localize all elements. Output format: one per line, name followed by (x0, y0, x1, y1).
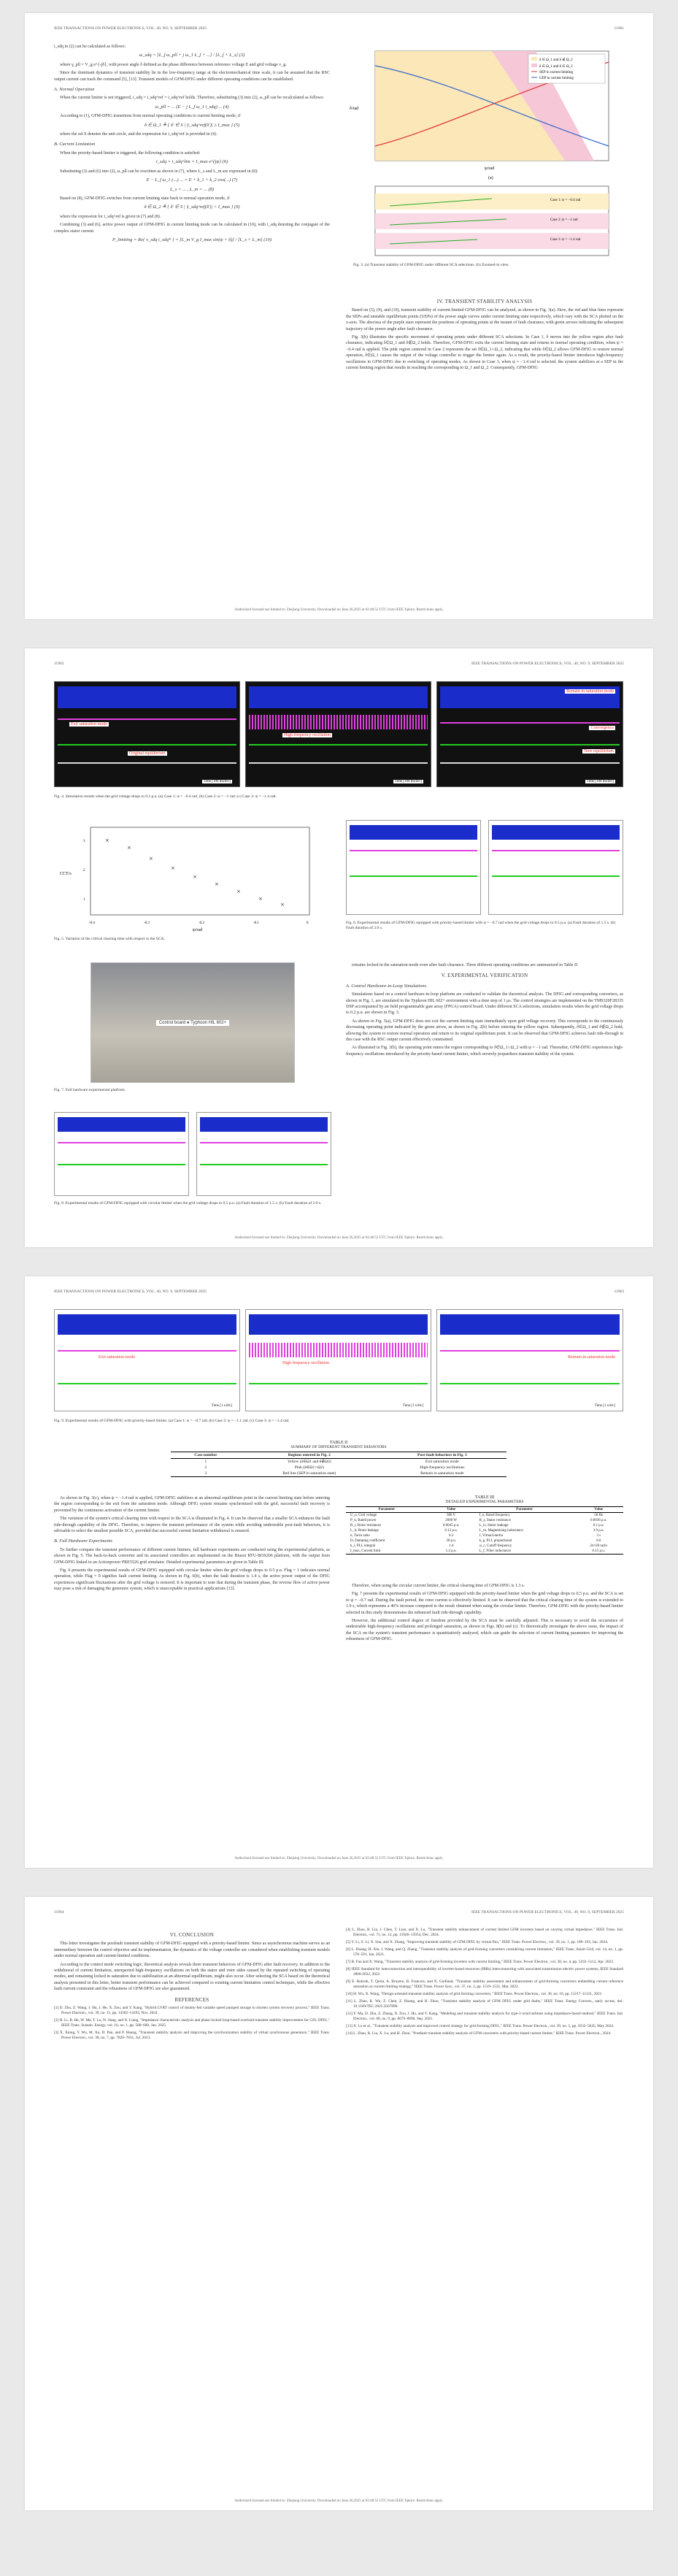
scatter-point: × (105, 837, 109, 843)
trace-green (58, 744, 236, 745)
scope-panel-a (54, 1309, 240, 1411)
column-header: Post-fault behaviors in Fig. 3 (417, 1453, 467, 1457)
annotation: High frequency oscillation (282, 1361, 329, 1365)
case-label: Case 2: ψ = −1 rad (550, 218, 578, 222)
scope-panel-b (488, 820, 623, 915)
section-heading: VI. CONCLUSION (169, 1932, 215, 1938)
column-header: Value (447, 1508, 456, 1511)
x-tick: -0.4 (89, 921, 95, 925)
journal-header: IEEE TRANSACTIONS ON POWER ELECTRONICS, VOL. 40, NO. 9, SEPTEMBER 2025 (471, 662, 624, 666)
figure-8 (54, 1112, 331, 1222)
right-column (346, 1928, 623, 2039)
scatter-point: × (258, 896, 263, 902)
legend-swatch (531, 64, 537, 67)
page-number: 11964 (54, 1910, 64, 1914)
journal-header: IEEE TRANSACTIONS ON POWER ELECTRONICS, VOL. 40, NO. 9, SEPTEMBER 2025 (471, 1910, 624, 1914)
figure-caption: Fig. 5. Variation of the critical clearing time with respect to the SCA. (54, 937, 165, 941)
trace-green (440, 744, 620, 745)
time-scale: Time [1 s/div] (402, 1404, 423, 1408)
running-header (54, 1910, 624, 1914)
trace-magenta (58, 718, 236, 720)
table-2 (171, 1441, 506, 1477)
left-column (54, 1928, 330, 2043)
table-cell: 2 (204, 1465, 207, 1470)
scatter-point: × (171, 865, 175, 871)
table-row (346, 1544, 623, 1549)
y-axis-label: δ/rad (350, 107, 359, 111)
table-cell: 0.0045 p.u. (442, 1524, 460, 1527)
page-1 (25, 13, 653, 619)
legend-entry: SEP in current limiting (539, 71, 574, 74)
right-column (346, 962, 623, 1059)
time-scale: Time [1 s/div] (211, 1404, 232, 1408)
scatter-point: × (193, 874, 197, 880)
reference-item: [13] X. Lu et al., "Transient stability analysis and improved control strategy for grid-forming DFIG," IEEE Trans. Power Electron., vol. 39, no. 5, pp. 5632–5645, May 2024. (346, 2024, 615, 2028)
right-column (346, 1583, 623, 1645)
paragraph: Fig. 7 presents the experimental results of GFM-DFIG equipped with the priority-based limiter when the grid voltage drops to 0.5 p.u. and the SCA is set to ψ = −0.7 rad. During the fault period, the rotor current is effectively limited. It can be observed that the critical clearing time of the system is extended to 1.9 s, which represents a 46% increase compared to the result obtained when using the circular limiter. Therefore, GFM-DFIG with the priority-based limiter selected in this study demonstrates the enhanced fault ride-through capability. (346, 1592, 623, 1615)
table-cell: R_r, Rotor resistance (350, 1524, 382, 1527)
running-header (54, 26, 624, 31)
table-cell: 380 V (446, 1514, 456, 1517)
column-header: Regions entered in Fig. 2 (288, 1453, 331, 1457)
scatter-point: × (127, 845, 131, 851)
trace-magenta (440, 722, 620, 724)
column-header: Value (594, 1508, 604, 1511)
trace-green (440, 1383, 620, 1384)
reference-item: [7] B. Fan and X. Wang, "Transient stability analysis of grid-forming inverters with current limiting," IEEE Trans. Power Electron., vol. 38, no. 4, pp. 5102–5112, Apr. 2023. (346, 1960, 615, 1964)
scope-panel-c (436, 681, 623, 787)
reference-item: [10] H. Wu, X. Wang, "Design-oriented transient stability analysis of grid-forming converters," IEEE Trans. Power Electron., vol. 36, no. 10, pp. 11217–11231, 2021. (346, 1992, 603, 1996)
table-cell: L_ls, Stator leakage (479, 1524, 509, 1527)
page-3 (25, 1276, 653, 1868)
scope-panel-c (436, 1309, 623, 1411)
figure-3-plot (346, 44, 623, 263)
table-cell: 1 (204, 1460, 207, 1464)
table-cell: D, Damping coefficient (350, 1539, 385, 1543)
equation-5: δ ∈ Ω_1 ≜ { δ' ∈ S | |i_sdq^ref(δ')| ≥ I_max } (5) (144, 122, 240, 128)
annotation: Exit saturation mode (99, 1355, 135, 1360)
table-cell: 0.6 (596, 1539, 601, 1543)
trace-green (58, 1383, 236, 1384)
annotation: High frequency oscillation (284, 733, 331, 737)
table-cell: Pink (δ∈Ω1∩Ω2) (294, 1465, 324, 1470)
table-cell: n, Turns ratio (350, 1534, 370, 1538)
trace-blue (492, 825, 620, 840)
column-header: Case number (194, 1453, 217, 1457)
paragraph: Based on (5), (9), and (10), transient stability of current-limited GFM-DFIG can be analyzed, as shown in Fig. 3(a). Here, the red and blue lines represent the SEPs and unstable equilibrium points (UEPs) of the power angle curves under current limiting state respectively, which vary with the SCA plotted on the x-axis. The abscissa of the purple stars represent the positions of operating points at the instant of fault clearance, with green arrows indicating the subsequent trajectory of the power angle after fault clearance. (346, 308, 623, 331)
running-header (54, 662, 624, 666)
table-cell: L_m, Magnetizing inductance (479, 1529, 523, 1533)
time-scale: Time [100 ms/div] (586, 780, 614, 783)
x-tick: 0 (307, 921, 309, 925)
paragraph: Based on (8), GFM-DFIG switches from current limiting state back to normal operation mode, if (60, 196, 230, 201)
paragraph: To further compare the transient performance of different current limiters, full hardware experiments are conducted using the experimental platform, as shown in Fig. 5. The back-to-back converter and its associated controllers are implemented on the Biaozi RTU-BOS206 platform, with the output from GFM-DFIG linked to an Actionpower PRE5526 grid simulator. Detailed experimental parameters are given in Table III. (54, 1547, 330, 1565)
page-number: 11961 (614, 26, 624, 31)
trace-magenta (58, 1142, 185, 1143)
x-axis-label: ψ/rad (485, 166, 495, 171)
scatter-point: × (236, 889, 241, 894)
paragraph: When the current limiter is not triggered, i_sdq = i_sdq^ref = i_sdq^ref holds. Therefore, substituting (3) into (2), ω_pll can be recalculated as follows: (60, 96, 324, 101)
table-subtitle: SUMMARY OF DIFFERENT TRANSIENT BEHAVIORS (290, 1445, 387, 1449)
trace-white (249, 762, 428, 764)
table-cell: 1.2 p.u. (445, 1549, 457, 1553)
legend-swatch (531, 57, 537, 61)
scatter-point: × (215, 881, 219, 887)
y-tick: 1 (83, 898, 85, 902)
paragraph: Therefore, when using the circular current limiter, the critical clearing time of GFM-DFIG is 1.3 s. (352, 1584, 525, 1588)
table-row (346, 1523, 623, 1528)
annotation: Exit saturation mode (71, 722, 107, 727)
table-cell: 2π×20 rad/s (590, 1544, 608, 1548)
equation-6: i_sdq = i_sdq^lim = I_max e^{jψ} (6) (155, 159, 228, 165)
reference-item: [4] L. Zhao, R. Liu, J. Chen, T. Liao, and X. Lu, "Transient stability enhancement of current limited GFM inverters based on varying virtual impedance," IEEE Trans. Ind. Electron., vol. 71, no. 12, pp. 15946–15954, Dec. 2024. (346, 1928, 623, 1937)
table-cell: Remain in saturation mode (420, 1471, 464, 1476)
figure-caption: Fig. 9. Experimental results of GFM-DFIG with priority-based limiter. (a) Case 1: ψ = −0.7 rad. (b) Case 2: ψ = −1.1 rad. (c) Case 3: ψ = −1.4 rad. (54, 1419, 290, 1423)
paragraph: where the expression for i_sdq^ref is given in (7) and (8). (60, 214, 161, 219)
footer: Authorized licensed use limited to: Zhejiang University. Downloaded on June 26,2025 at 02:48:52 UTC from IEEE Xplore. Restrictions apply. (234, 1857, 444, 1860)
paragraph: The variation of the system's critical clearing time with respect to the SCA is illustrated in Fig. 4. It can be observed that a smaller SCA enhances the fault ride-through capability of the DFIG. Therefore, to improve the transient performance of the system while avoiding undesirable post-fault behaviors, it is advisable to select the smallest possible SCA, provided that successful current limitation withdrawal is ensured. (54, 1517, 330, 1534)
table-title: TABLE II (329, 1441, 348, 1445)
annotation: Remain in saturation mode (568, 1355, 615, 1360)
paragraph: Fig. 6 presents the experimental results of GFM-DFIG equipped with circular limiter when the grid voltage drops to 0.5 p.u. Flag = 1 indicates normal operation, while Flag = 0 signifies fault current limiting. As shown in Fig. 6(b), when the fault duration is 1.4 s, the active power output of the DFIG experiences significant fluctuations after the grid voltage is restored. It is important to note that during the transient phase, the reverse flow of active power may pose a risk of damaging the generator system, which is unacceptable in practical applications [13]. (54, 1568, 330, 1592)
table-cell: 1.4 (449, 1544, 454, 1548)
x-tick: -0.3 (144, 921, 150, 925)
table-cell: L_f, Filter inductance (479, 1549, 512, 1553)
trace-blue (58, 686, 236, 708)
legend-entry: UEP in current limiting (539, 77, 574, 80)
equation-4: ω_pll = ... (E − j L_f ω_1 i_sdq) ... (4) (155, 104, 229, 110)
table-cell: R_s, Stator resistance (479, 1519, 511, 1522)
section-heading: B. Full Hardware Experiments (54, 1538, 113, 1544)
column-header: Parameter (516, 1508, 533, 1511)
trace-magenta (58, 1350, 236, 1352)
figure-caption: Fig. 6. Experimental results of GFM-DFIG equipped with priority-based limiter with ψ = −0.7 rad when the grid voltage drops to 0.5 p.u. (a) Fault duration of 1.5 s. (b) Fault duration of 2.0 s. (346, 921, 616, 930)
equation-7: E − L_f ω_1 (...) ... = E + k_1 + k_2 cos(...) (7) (146, 177, 238, 183)
journal-header: IEEE TRANSACTIONS ON POWER ELECTRONICS, VOL. 40, NO. 9, SEPTEMBER 2025 (54, 26, 207, 31)
trace-green (200, 1164, 328, 1165)
table-row (346, 1549, 623, 1555)
reference-item: [6] L. Huang, H. Xin, J. Wang, and Q. Zhang, "Transient stability analysis of grid-forming converters considering current limitation," IEEE Trans. Smart Grid, vol. 14, no. 1, pp. 578–591, Jan. 2023. (346, 1947, 623, 1957)
scope-panel-a (346, 820, 481, 915)
running-header (54, 1289, 624, 1294)
trace-blue (249, 686, 428, 708)
panel-a-label: (a) (488, 176, 493, 180)
figure-caption: Fig. 3. (a) Transient stability of GFM-DFIG under different SCA selections. (b) Zoomed-in view. (353, 263, 509, 267)
case-label: Case 3: ψ = −1.4 rad (550, 238, 581, 242)
section-heading: A. Normal Operation (54, 87, 95, 93)
table-grid (346, 1506, 623, 1555)
trace-blue (58, 1314, 236, 1335)
equation-9: δ ∈ Ω_2 ≜ { δ' ∈ S | |i_sdq^ref(δ')| < I_max } (9) (144, 204, 240, 210)
photo-label: Control board ● Typhoon HIL 602+ (156, 1020, 229, 1026)
table-row (346, 1533, 623, 1538)
y-axis-label: CCT/s (60, 872, 72, 876)
trace-green (249, 744, 428, 745)
equation-3: ω_sdq = [L_f ω_pll + j ω_1 L_f + ...] / [L_f + L_s] (3) (139, 53, 245, 58)
paragraph: According to the control mode switching logic, theoretical analysis reveals three transient behaviors of GFM-DFIG after fault recovery. In addition to the withdrawal of current limitation, unexpected high-frequency oscillations on both the stator and rotor sides caused by the repeated switching of operating modes, and remaining locked in saturation due to stabilization at an abnormal equilibrium, might also occur. After selecting the SCA based on the theoretical analysis presented in this letter, better transient performance can be achieved compared to existing current limitation control techniques, while the effective fault current constraint and the robustness of GFM-DFIG are also guaranteed. (54, 1962, 330, 1992)
reference-item: [1] D. Zhu, Z. Wang, J. Hu, J. He, X. Zou, and Y. Kang, "Hybrid LVRT control of doubly-fed variable speed pumped storage to shorten system recovery process," IEEE Trans. Power Electron., vol. 39, no. 11, pp. 14182–14193, Nov. 2024. (54, 2006, 330, 2016)
trace-magenta (350, 850, 477, 851)
table-cell: High-frequency oscillations (420, 1465, 465, 1470)
trace-white (440, 762, 620, 764)
paragraph: As shown in Fig. 3(a), GFM-DFIG does not exit the current limiting state immediately upon grid voltage recovery. This corresponds to the continuously decreasing operating point indicated by the green arrow, as shown in Fig. 2(b) before entering the yellow region. Subsequently, δ∈Ω_1 and δ∉Ω_2 hold, allowing the system to restore normal operation and return to its original equilibrium point. It can be observed that GFM-DFIG achieves fault ride-through in this case with the RSC output current effectively constrained. (346, 1019, 623, 1043)
paragraph: where the set S denotes the unit circle, and the expression for i_sdq^ref is provided in (4). (60, 132, 217, 137)
figure-5-plot (54, 820, 331, 937)
time-scale: Time [100 ms/div] (203, 780, 231, 783)
table-cell: 3.9 p.u. (593, 1529, 604, 1533)
paragraph: Substituting (3) and (6) into (2), ω_pll can be rewritten as shown in (7), where L_s and L_m are expressed in (8): (60, 169, 258, 174)
table-cell: J, Virtual inertia (479, 1534, 503, 1538)
annotation: New equilibrium (584, 749, 614, 754)
table-cell: 0.12 p.u. (444, 1529, 458, 1533)
annotation: Remain in saturation mode (566, 689, 614, 694)
reference-item: [3] X. Xiong, Y. Wu, M. Xu, D. Pan, and P. Huang, "Transient stability analysis and improving the synchronization stability of virtual synchronous generators," IEEE Trans. Power Electron., vol. 38, no. 7, pp. 7820–7831, Jul. 2023. (54, 2031, 330, 2041)
footer: Authorized licensed use limited to: Zhejiang University. Downloaded on June 26,2025 at 02:48:52 UTC from IEEE Xplore. Restrictions apply. (234, 2499, 444, 2503)
table-3 (346, 1495, 623, 1555)
table-cell: 0.0036 p.u. (590, 1519, 607, 1522)
right-column (346, 294, 623, 373)
table-row (346, 1528, 623, 1533)
figure-9 (54, 1309, 623, 1430)
reference-item: [5] Y. Li, Z. Li, X. Sun, and X. Zhang, "Improving transient stability of GFM DFIG by virtual flux," IEEE Trans. Power Electron., vol. 39, no. 1, pp. 180–193, Jan. 2024. (346, 1940, 609, 1944)
annotation: Original equilibrium (129, 751, 166, 756)
reference-item: [12] Y. Ma, D. Zhu, Z. Zhang, X. Zou, J. Hu, and Y. Kang, "Modeling and transient stability analysis for type-3 wind turbines using impedance-based method," IEEE Trans. Ind. Electron., vol. 68, no. 9, pp. 8679–8690, Sep. 2021. (346, 2012, 623, 2021)
trace-magenta (200, 1142, 328, 1143)
paragraph: i_sdq in (2) can be calculated as follows: (54, 45, 126, 49)
table-cell: Exit saturation mode (425, 1460, 459, 1464)
trace-green (492, 875, 620, 877)
figure-6 (346, 820, 623, 951)
section-heading: A. Control Hardware-in-Loop Simulations (346, 983, 427, 989)
trace-green (58, 1164, 185, 1165)
table-cell: 0.15 p.u. (592, 1549, 605, 1553)
figure-5 (54, 820, 331, 951)
footer: Authorized licensed use limited to: Zhejiang University. Downloaded on June 26,2025 at 02:48:52 UTC from IEEE Xplore. Restrictions apply. (234, 608, 444, 612)
paragraph: When the priority-based limiter is triggered, the following condition is satisfied: (60, 150, 201, 156)
table-row (171, 1465, 506, 1471)
paragraph: However, the additional control degree of freedom provided by the SCA must be carefully adjusted. This is necessary to avoid the occurrence of undesirable high-frequency oscillations and prolonged saturation, as shown in Figs. 8(b) and (c). To theoretically investigate the above issue, the impact of the SCA on the system's transient performance is quantitatively analyzed, which can guide the selection of current limiting parameters for improving the robustness of GFM-DFIG. (346, 1619, 623, 1642)
reference-list (54, 2006, 330, 2041)
reference-item: [9] E. Rokrok, T. Qoria, A. Bruyere, B. Francois, and X. Guillaud, "Transient stability assessment and enhancement of grid-forming converters embedding current reference saturation as current limiting strategy," IEEE Trans. Power Syst., vol. 37, no. 2, pp. 1519–1531, Mar. 2022. (346, 1979, 623, 1989)
trace-green (249, 1383, 428, 1384)
figure-4 (54, 681, 623, 805)
scope-panel-a (54, 681, 240, 787)
page-4 (25, 1897, 653, 2510)
equation-8: L_s = ... , L_m = ... (8) (169, 186, 215, 192)
table-row (171, 1459, 506, 1465)
table-cell: ω_c, Cutoff frequency (479, 1544, 512, 1548)
section-heading: IV. TRANSIENT STABILITY ANALYSIS (436, 299, 533, 304)
footer: Authorized licensed use limited to: Zhejiang University. Downloaded on June 26,2025 at 02:48:52 UTC from IEEE Xplore. Restrictions apply. (234, 1236, 444, 1240)
left-column (54, 1495, 330, 1595)
table-subtitle: DETAILED EXPERIMENTAL PARAMETERS (445, 1500, 524, 1504)
table-cell: U_n, Grid voltage (350, 1514, 377, 1517)
paragraph: This letter investigates the postfault transient stability of GFM-DFIG equipped with a priority-based limiter. Since as asynchronous machine serves as an intermediary between the control objective and its implementation, the dynamics of the voltage controller are considered when establishing transient models under normal operation and current-limited conditions. (54, 1941, 330, 1959)
paragraph: Combining (3) and (6), active power output of GFM-DFIG in current limiting mode can be calculated in (10), with i_sdq denoting the conjugate of the complex stator current. (54, 223, 330, 234)
table-cell: Red line (SEP in saturation state) (282, 1471, 336, 1476)
x-axis-label: ψ/rad (193, 928, 203, 932)
table-title: TABLE III (474, 1495, 495, 1500)
table-cell: I_max, Current limit (350, 1549, 381, 1553)
paragraph: As shown in Fig. 3(c), when ψ = −1.4 rad is applied, GFM-DFIG stabilizes at an abnormal equilibrium point in the current limiting state before entering the region corresponding to the exit from the saturation mode. Although DFIG system remains synchronized with the grid, successful fault recovery is prevented by the continuous activation of the current limiter. (54, 1496, 330, 1513)
table-row (346, 1513, 623, 1519)
trace-magenta (249, 715, 428, 729)
section-heading: V. EXPERIMENTAL VERIFICATION (441, 973, 528, 979)
plot-frame (90, 827, 309, 915)
equation-10: P_limiting = Re{ v_sdq i_sdq* } = [L_m V_g I_max sin(ψ + δ)] / [L_s + L_m] (10) (112, 237, 272, 242)
table-body (346, 1513, 623, 1555)
figure-caption: Fig. 7. Full hardware experimental platform. (54, 1088, 126, 1092)
table-cell: 30 p.u. (446, 1539, 456, 1543)
legend-entry: δ ∈ Ω_1 and δ ∉ Ω_2 (539, 58, 573, 62)
section-heading: REFERENCES (174, 1996, 209, 2003)
journal-header: IEEE TRANSACTIONS ON POWER ELECTRONICS, VOL. 40, NO. 9, SEPTEMBER 2025 (54, 1289, 207, 1294)
y-tick: 3 (83, 840, 85, 843)
table-row (346, 1538, 623, 1544)
table-cell: 3 (204, 1471, 207, 1476)
scatter-point: × (149, 856, 153, 862)
figure-caption: Fig. 4. Simulation results when the grid voltage drops to 0.2 p.u. (a) Case 1: ψ = −0.4 rad. (b) Case 2: ψ = −1 rad. (c) Case 3: ψ = −1.4 rad. (54, 794, 277, 799)
column-header: Parameter (378, 1508, 396, 1511)
figure-7 (54, 962, 331, 1101)
table-row (171, 1471, 506, 1477)
reference-item: [11] L. Zhao, K. Wu, Z. Chen, Z. Huang, and H. Zhou, "Transient stability analysis of GFM DFIG under grid faults," IEEE Trans. Energy Convers., early access, doi: 10.1109/TEC.2025.3567890. (346, 1999, 623, 2009)
table-cell: k_p, PLL proportional (479, 1539, 512, 1543)
trace-white (58, 762, 236, 764)
annotation: Convergence (590, 726, 614, 730)
scope-panel-b (245, 1309, 431, 1411)
reference-item: [8] IEEE Standard for interconnection and interoperability of inverter-based resources (IBRs) interconnecting with associated transmission electric power systems, IEEE Standard 2800-2022, 2022. (346, 1967, 623, 1977)
paragraph: According to (1), GFM-DFIG transitions from normal operating conditions to current limiting mode, if (60, 114, 241, 119)
table-cell: f_n, Rated frequency (479, 1514, 510, 1517)
paragraph: Since the dominant dynamics of transient stability lie in the low-frequency range at the electromechanical time scale, it can be assumed that the RSC output current can track the command [5], [13]. Transient models of GFM-DFIG under different operating conditions can be established. (54, 71, 330, 82)
case-label: Case 1: ψ = −0.4 rad (550, 199, 581, 202)
page-2 (25, 648, 653, 1247)
platform-photo (90, 962, 295, 1083)
table-cell: Yellow (δ∈Ω1 and δ∉Ω2) (287, 1460, 331, 1464)
time-scale: Time [100 ms/div] (394, 780, 422, 783)
page-number: 11962 (54, 662, 64, 666)
figure-caption: Fig. 8. Experimental results of GFM-DFIG equipped with circular limiter when the grid voltage drops to 0.5 p.u. (a) Fault duration of 1.5 s. (b) Fault duration of 2.0 s. (54, 1201, 322, 1205)
reference-item: [2] H. Li, B. He, W. Ma, T. Lu, N. Jiang, and X. Liang, "Impedance characteristic analysis and phase-locked loop-based overload transient stability improvement for GFL-DFIG," IEEE Trans. Sustain. Energy, vol. 16, no. 1, pp. 588–600, Jan. 2025. (54, 2018, 330, 2028)
paragraph: where γ_pll = V_g e^{-jδ}, with power angle δ defined as the phase difference between reference voltage E and grid voltage v_g. (60, 62, 287, 67)
table-cell: 0.3 (449, 1534, 454, 1538)
scope-panel-b (196, 1112, 331, 1196)
table-cell: 3 s (596, 1534, 601, 1538)
table-cell: 50 Hz (594, 1514, 604, 1517)
table-cell: 0.1 p.u. (593, 1524, 604, 1527)
reference-item: [14] L. Zhao, R. Liu, X. Lu, and H. Zhou, "Postfault transient stability analysis of GFM converters with priority-based current limiter," IEEE Trans. Power Electron., 2024. (346, 2031, 612, 2036)
trace-blue (350, 825, 477, 840)
scope-panel-b (245, 681, 431, 787)
trace-blue (440, 1314, 620, 1335)
left-column (54, 44, 330, 246)
trace-magenta (249, 1343, 428, 1357)
paragraph: Fig. 3(b) illustrates the specific movement of operating points under different SCA selections. In Case 1, δ moves into the yellow region after fault clearance, indicating δ∈Ω_1 and δ∉Ω_2 holds. Therefore, GFM-DFIG exits the current limiting state and returns to normal operating condition, when ψ = −0.4 rad is applied. The pink region centered in Case 2 represents the set δ∈Ω_1∩Ω_2, indicating that while δ∈Ω_2 allows GFM-DFIG to restore normal operation, δ∈Ω_1 causes the output of the voltage controller to trigger the limiter again. As a result, the priority-based limiter introduces high-frequency oscillations in GFM-DFIG due to switching of operating modes. As shown in Case 3, when ψ = −1.4 rad is selected, the system stabilizes at a SEP in the current limiting region that results in reaching the corresponding to Ω_1 and Ω_2. Consequently, GFM-DFIG (346, 335, 623, 371)
paragraph: Simulations based on a control hardware-in-loop platform are conducted to validate the theoretical analysis. The DFIG and corresponding converters, as shown in Fig. 1, are simulated in the Typhoon HIL 602+ environment with a time step of 1 μs. The control strategies are implemented on the TMS320F28335 DSP accompanied by an field programmable gate array (FPGA) control board. Under different SCA selections, simulation results when the grid voltage drops to 0.2 p.u. are shown in Fig. 3. (346, 992, 623, 1016)
table-cell: P_n, Rated power (350, 1519, 377, 1522)
section-heading: B. Current Limitation (54, 142, 96, 147)
table-grid (171, 1452, 506, 1477)
x-tick: -0.1 (253, 921, 259, 925)
trace-blue (249, 1314, 428, 1335)
legend-entry: δ ∈ Ω_1 and δ ∈ Ω_2 (539, 65, 573, 69)
trace-magenta (440, 1350, 620, 1352)
y-tick: 2 (83, 869, 85, 873)
trace-blue (58, 1117, 185, 1132)
table-cell: L_lr, Rotor leakage (350, 1529, 379, 1533)
table-cell: 2000 W (445, 1519, 458, 1522)
page-number: 11963 (614, 1289, 624, 1294)
paragraph: As illustrated in Fig. 3(b), the operating point enters the region corresponding to δ∈Ω_1∩Ω_2 with ψ = −1 rad. Thereafter, GFM-DFIG experiences high-frequency oscillations introduced by the priority-based current limiter, which severely jeopardizes transient stability of the system. (346, 1046, 623, 1057)
scope-panel-a (54, 1112, 189, 1196)
figure-3 (346, 44, 623, 285)
time-scale: Time [1 s/div] (594, 1404, 615, 1408)
trace-green (350, 875, 477, 877)
trace-magenta (492, 850, 620, 851)
scatter-point: × (280, 902, 285, 908)
table-cell: k_i, PLL integral (350, 1544, 376, 1548)
table-row (346, 1518, 623, 1523)
trace-blue (200, 1117, 328, 1132)
paragraph: remains locked in the saturation mode even after fault clearance. Three different operating conditions are summarized in Table II. (352, 963, 579, 967)
x-tick: -0.2 (199, 921, 204, 925)
